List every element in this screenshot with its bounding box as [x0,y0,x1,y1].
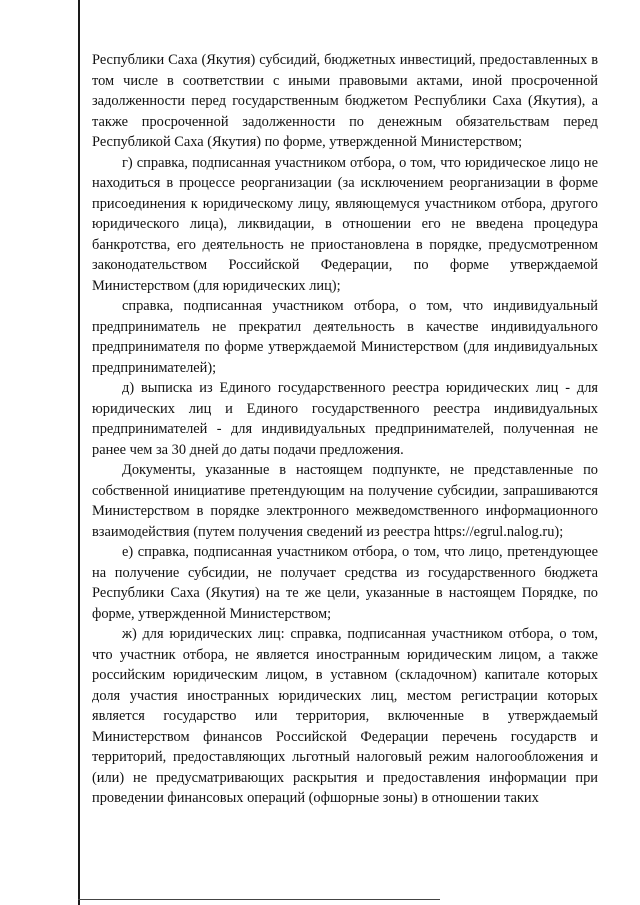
paragraph-item-zh: ж) для юридических лиц: справка, подписанная участником отбора, о том, что участник отбора, не является иностранным юридическим лицом, а также российским юридическим лицом, в уставном (складочном) капитале которых доля участия иностранных юридических лиц, местом регистрации которых является государство или территория, включенные в утверждаемый Министерством финансов Российской Федерации перечень государств и территорий, предоставляющих льготный налоговый режим налогообложения и (или) не предусматривающих раскрытия и предоставления информации при проведении финансовых операций (офшорные зоны) в отношении таких [92,626,598,806]
page-margin-line [78,0,80,905]
paragraph-documents-note: Документы, указанные в настоящем подпункте, не представленные по собственной инициативе претендующим на получение субсидии, запрашиваются Министерством в порядке электронного межведомственного информационного взаимодействия (путем получения сведений из реестра https://egrul.nalog.ru); [92,462,598,540]
paragraph-continuation: Республики Саха (Якутия) субсидий, бюджетных инвестиций, предоставленных в том числе в соответствии с иными правовыми актами, иной просроченной задолженности перед государственным бюджетом Республики Саха (Якутия), а также просроченной задолженности по денежным обязательствам перед Республикой Саха (Якутия) по форме, утвержденной Министерством; [92,52,598,150]
paragraph-item-e: е) справка, подписанная участником отбора, о том, что лицо, претендующее на получение субсидии, не получает средства из государственного бюджета Республики Саха (Якутия) на те же цели, указанные в настоящем Порядке, по форме, утвержденной Министерством; [92,544,598,622]
paragraph-item-g: г) справка, подписанная участником отбора, о том, что юридическое лицо не находиться в процессе реорганизации (за исключением реорганизации в форме присоединения к юридическому лицу, являющемуся участником отбора, другого юридического лица), ликвидации, в отношении его не введена процедура банкротства, его деятельность не приостановлена в порядке, предусмотренном законодательством Российской Федерации, по форме утверждаемой Министерством (для юридических лиц); [92,154,598,294]
paragraph-entrepreneur-note: справка, подписанная участником отбора, о том, что индивидуальный предприниматель не прекратил деятельность в качестве индивидуального предпринимателя по форме утверждаемой Министерством (для индивидуальных предпринимателей); [92,298,598,376]
paragraph-item-d: д) выписка из Единого государственного реестра юридических лиц - для юридических лиц и Единого государственного реестра индивидуальных предпринимателей - для индивидуальных предпринимателей, полученная не ранее чем за 30 дней до даты подачи предложения. [92,380,598,458]
document-body [92,50,598,809]
page-bottom-line [78,899,440,900]
